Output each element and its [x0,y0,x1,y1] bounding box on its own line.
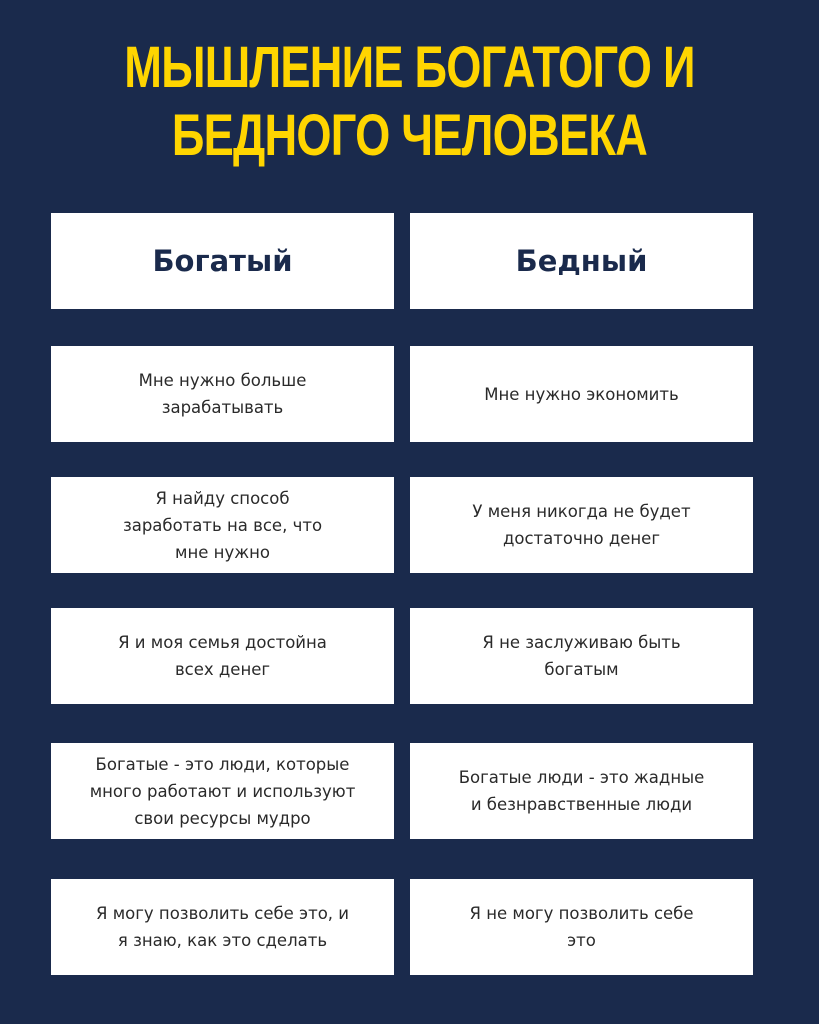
poor-card-4 [410,743,753,839]
rich-card-5 [51,879,394,975]
poor-card-4-line-1: Богатые люди - это жадные [458,768,705,787]
rich-card-2 [51,477,394,573]
poor-card-4-line-2: и безнравственные люди [470,795,693,814]
rich-card-4-line-1: Богатые - это люди, которые [95,754,350,774]
header-poor: Бедный [410,213,753,309]
rich-card-2-line-2: заработать на все, что [122,515,323,535]
poor-card-1 [410,346,753,442]
title-line-2: БЕДНОГО ЧЕЛОВЕКА [171,103,648,168]
header-rich: Богатый [51,213,394,309]
rich-card-4-line-3: свои ресурсы мудро [134,808,311,828]
rich-card-1-line-1: Мне нужно больше [138,371,307,390]
rich-card-4-line-2: много работают и используют [89,781,356,801]
poor-card-3-line-2: богатым [544,660,619,679]
poor-card-1-line-1: Мне нужно экономить [484,384,679,404]
rich-card-3-line-1: Я и моя семья достойна [118,633,327,652]
rich-card-1 [51,346,394,442]
rich-card-3-line-2: всех денег [174,660,271,679]
poor-card-5-line-2: это [567,931,596,950]
poor-card-3 [410,608,753,704]
rich-card-2-line-3: мне нужно [175,542,270,562]
rich-card-5-line-2: я знаю, как это сделать [117,931,328,950]
poor-card-3-line-1: Я не заслуживаю быть [482,633,681,652]
title-line-1: МЫШЛЕНИЕ БОГАТОГО И [124,35,695,100]
rich-card-1-line-2: зарабатывать [161,398,284,417]
rich-card-5-line-1: Я могу позволить себе это, и [95,904,350,923]
poor-card-5-line-1: Я не могу позволить себе [469,904,694,923]
rich-card-4 [51,743,394,839]
poor-card-2-line-2: достаточно денег [502,529,661,548]
poor-card-2 [410,477,753,573]
poor-card-5 [410,879,753,975]
page-title [90,34,729,170]
poor-card-2-line-1: У меня никогда не будет [472,502,691,521]
rich-card-3 [51,608,394,704]
rich-card-2-line-1: Я найду способ [155,488,290,508]
